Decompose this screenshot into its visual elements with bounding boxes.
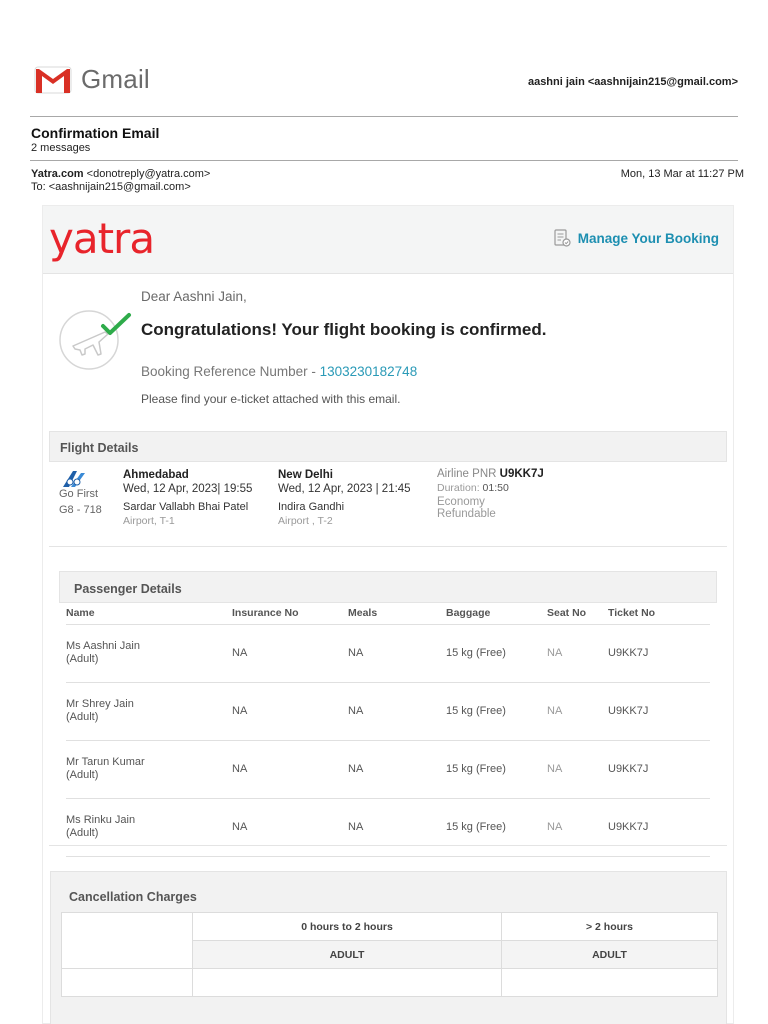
email-body — [42, 205, 734, 1024]
gmail-envelope-icon — [34, 66, 72, 94]
empty-cell — [62, 913, 193, 969]
meals-cell: NA — [348, 740, 446, 798]
passenger-name-cell — [66, 740, 232, 798]
ticket-cell: U9KK7J — [608, 682, 710, 740]
account-identity: aashni jain <aashnijain215@gmail.com> — [527, 76, 738, 88]
duration-value: 01:50 — [482, 482, 509, 494]
meals-cell: NA — [348, 682, 446, 740]
arrival-airport: Indira Gandhi — [278, 501, 345, 513]
airline-pnr — [437, 468, 544, 480]
confirmation-headline: Congratulations! Your flight booking is confirmed. — [141, 320, 547, 339]
gmail-wordmark: Gmail — [81, 64, 150, 94]
flight-duration — [437, 482, 544, 494]
baggage-cell: 15 kg (Free) — [446, 624, 547, 682]
arrival-info — [278, 469, 411, 527]
cabin-class: Economy — [437, 496, 485, 508]
ticket-cell: U9KK7J — [608, 798, 710, 856]
eticket-note: Please find your e-ticket attached with this email. — [141, 392, 401, 406]
insurance-cell: NA — [232, 682, 348, 740]
passenger-name: Mr Tarun Kumar — [66, 756, 145, 768]
seat-cell: NA — [547, 798, 608, 856]
passenger-name-cell — [66, 798, 232, 856]
cancellation-charges-title: Cancellation Charges — [69, 890, 197, 904]
passenger-type: (Adult) — [66, 827, 99, 839]
meals-cell: NA — [348, 798, 446, 856]
message-date: Mon, 13 Mar at 11:27 PM — [620, 168, 744, 180]
manage-booking-link[interactable] — [552, 228, 719, 248]
booking-document-icon — [552, 228, 572, 248]
greeting: Dear Aashni Jain, — [141, 289, 247, 304]
cancellation-charges-section — [50, 871, 727, 1024]
passenger-type: (Adult) — [66, 653, 99, 665]
thread-subject: Confirmation Email — [31, 125, 160, 141]
baggage-cell: 15 kg (Free) — [446, 740, 547, 798]
passenger-name-cell — [66, 624, 232, 682]
fare-type: Refundable — [437, 508, 496, 520]
empty-cell — [502, 969, 718, 997]
column-header: Seat No — [547, 602, 608, 624]
yatra-logo[interactable]: yatra — [49, 214, 155, 263]
booking-confirmed-icon — [57, 306, 135, 375]
email-header-bar — [43, 206, 733, 274]
divider — [30, 160, 738, 161]
duration-label: Duration: — [437, 482, 483, 494]
empty-cell — [62, 969, 193, 997]
passenger-type-header: ADULT — [193, 941, 502, 969]
booking-reference — [141, 364, 417, 379]
passenger-name-cell — [66, 682, 232, 740]
manage-booking-label: Manage Your Booking — [577, 230, 719, 246]
table-row — [66, 740, 710, 798]
passenger-name: Ms Rinku Jain — [66, 814, 136, 826]
departure-info — [123, 469, 252, 527]
passenger-type: (Adult) — [66, 769, 99, 781]
empty-cell — [193, 969, 502, 997]
ticket-cell: U9KK7J — [608, 740, 710, 798]
baggage-cell: 15 kg (Free) — [446, 798, 547, 856]
pnr-info — [437, 468, 544, 520]
column-header: Ticket No — [608, 602, 710, 624]
window-header: > 2 hours — [502, 913, 718, 941]
baggage-cell: 15 kg (Free) — [446, 682, 547, 740]
pnr-value: U9KK7J — [499, 468, 544, 480]
passenger-table — [66, 602, 710, 857]
arrival-city: New Delhi — [278, 469, 333, 481]
booking-reference-label: Booking Reference Number - — [141, 364, 320, 379]
passenger-type: (Adult) — [66, 711, 99, 723]
sender-email[interactable]: <donotreply@yatra.com> — [86, 168, 211, 180]
flight-details-section — [49, 431, 727, 547]
table-row — [66, 624, 710, 682]
table-header-row — [66, 602, 710, 624]
arrival-datetime: Wed, 12 Apr, 2023 | 21:45 — [278, 483, 411, 495]
arrival-terminal: Airport , T-2 — [278, 515, 333, 527]
meals-cell: NA — [348, 624, 446, 682]
sender-name: Yatra.com — [31, 168, 84, 180]
departure-airport: Sardar Vallabh Bhai Patel — [123, 501, 249, 513]
departure-city: Ahmedabad — [123, 469, 189, 481]
table-row — [62, 913, 718, 941]
message-count: 2 messages — [31, 142, 91, 154]
column-header: Meals — [348, 602, 446, 624]
gmail-logo — [34, 64, 150, 95]
passenger-name: Mr Shrey Jain — [66, 698, 134, 710]
seat-cell: NA — [547, 624, 608, 682]
window-header: 0 hours to 2 hours — [193, 913, 502, 941]
booking-reference-number[interactable]: 1303230182748 — [319, 364, 418, 379]
table-row — [62, 969, 718, 997]
flight-number: G8 - 718 — [59, 504, 102, 516]
passenger-type-header: ADULT — [502, 941, 718, 969]
cancellation-table — [61, 912, 718, 997]
gmail-header — [34, 64, 738, 100]
passenger-details-section — [49, 556, 727, 846]
insurance-cell: NA — [232, 798, 348, 856]
ticket-cell: U9KK7J — [608, 624, 710, 682]
divider — [30, 116, 738, 117]
passenger-details-header — [59, 571, 717, 603]
insurance-cell: NA — [232, 624, 348, 682]
recipient-line: To: <aashnijain215@gmail.com> — [31, 181, 191, 193]
table-row — [66, 798, 710, 856]
airline-name: Go First — [59, 488, 99, 500]
seat-cell: NA — [547, 682, 608, 740]
departure-datetime: Wed, 12 Apr, 2023| 19:55 — [123, 483, 253, 495]
column-header: Insurance No — [232, 602, 348, 624]
column-header: Baggage — [446, 602, 547, 624]
flight-details-header — [49, 431, 727, 462]
pnr-label: Airline PNR — [437, 468, 500, 480]
insurance-cell: NA — [232, 740, 348, 798]
passenger-name: Ms Aashni Jain — [66, 640, 140, 652]
passenger-details-title: Passenger Details — [74, 582, 182, 596]
departure-terminal: Airport, T-1 — [123, 515, 175, 527]
flight-details-title: Flight Details — [60, 441, 139, 455]
column-header: Name — [66, 602, 232, 624]
table-row — [66, 682, 710, 740]
sender-line — [31, 168, 210, 180]
seat-cell: NA — [547, 740, 608, 798]
